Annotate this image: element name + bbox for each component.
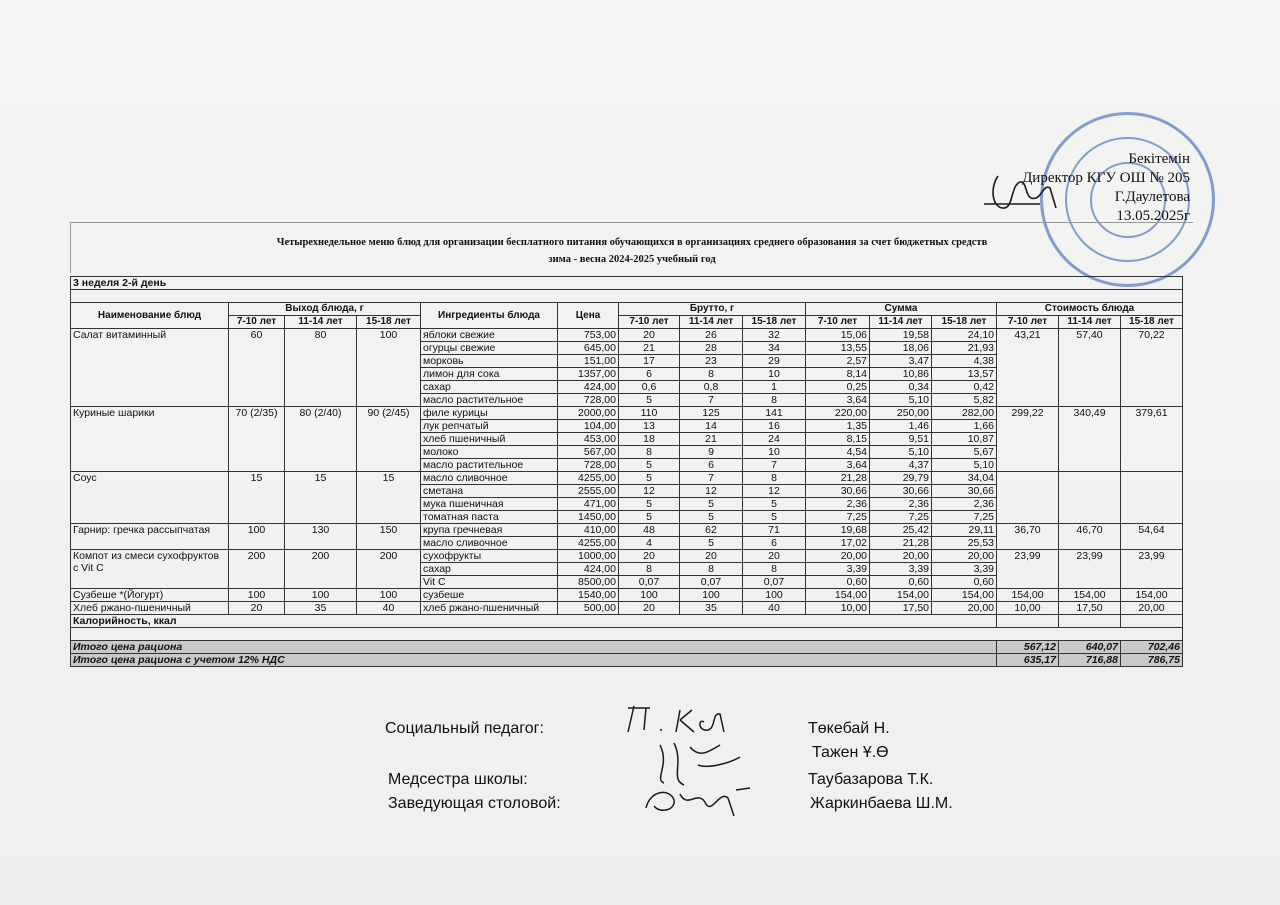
header-age: 11-14 лет [680,316,743,329]
sum-value: 20,00 [932,602,997,615]
brutto-value: 16 [743,420,806,433]
sum-value: 5,10 [870,446,932,459]
dish-output: 15 [229,472,285,524]
brutto-value: 5 [619,498,680,511]
ingredient-name: масло растительное [421,459,558,472]
table-row [71,589,1183,602]
brutto-value: 12 [743,485,806,498]
sum-value: 13,57 [932,368,997,381]
sum-value: 1,46 [870,420,932,433]
header-age: 7-10 лет [997,316,1059,329]
dish-output: 40 [357,602,421,615]
dish-output: 100 [285,589,357,602]
total-row [71,641,1183,654]
brutto-value: 4 [619,537,680,550]
sum-value: 25,42 [870,524,932,537]
brutto-value: 20 [619,602,680,615]
header-row [71,303,1183,316]
ingredient-price: 2000,00 [558,407,619,420]
ingredient-name: огурцы свежие [421,342,558,355]
brutto-value: 28 [680,342,743,355]
ingredient-price: 424,00 [558,381,619,394]
brutto-value: 6 [743,537,806,550]
approval-line3: Г.Даулетова [1114,189,1190,205]
ingredient-name: масло сливочное [421,472,558,485]
brutto-value: 21 [619,342,680,355]
brutto-value: 8 [680,368,743,381]
ingredient-price: 1450,00 [558,511,619,524]
table-row [71,329,1183,342]
sum-value: 3,39 [932,563,997,576]
table-row [71,407,1183,420]
sum-value: 250,00 [870,407,932,420]
dish-cost: 46,70 [1059,524,1121,550]
brutto-value: 17 [619,355,680,368]
sum-value: 7,25 [870,511,932,524]
header-age: 15-18 лет [1121,316,1183,329]
sum-value: 21,93 [932,342,997,355]
ingredient-name: хлеб ржано-пшеничный [421,602,558,615]
brutto-value: 5 [619,459,680,472]
ingredient-price: 567,00 [558,446,619,459]
brutto-value: 20 [619,329,680,342]
brutto-value: 40 [743,602,806,615]
sum-value: 29,11 [932,524,997,537]
sum-value: 10,86 [870,368,932,381]
sum-value: 2,36 [806,498,870,511]
dish-cost [1121,472,1183,524]
calories-label: Калорийность, ккал [71,615,997,628]
brutto-value: 71 [743,524,806,537]
ingredient-name: яблоки свежие [421,329,558,342]
dish-output: 35 [285,602,357,615]
approval-line1: Бекітемін [1128,151,1190,167]
nurse-label: Медсестра школы: [388,771,528,788]
brutto-value: 9 [680,446,743,459]
ingredient-price: 2555,00 [558,485,619,498]
sum-value: 13,55 [806,342,870,355]
brutto-value: 100 [619,589,680,602]
brutto-value: 5 [619,394,680,407]
sum-value: 1,35 [806,420,870,433]
sum-value: 7,25 [932,511,997,524]
sum-value: 34,04 [932,472,997,485]
sum-value: 220,00 [806,407,870,420]
menu-table [70,276,1183,667]
brutto-value: 5 [619,472,680,485]
brutto-value: 5 [680,511,743,524]
brutto-value: 12 [680,485,743,498]
week-label: 3 неделя 2-й день [71,277,1183,290]
brutto-value: 8 [743,472,806,485]
social-pedagogue-signature [620,700,740,740]
brutto-value: 7 [680,394,743,407]
table-row [71,602,1183,615]
brutto-value: 6 [619,368,680,381]
dish-output: 150 [357,524,421,550]
ingredient-price: 1000,00 [558,550,619,563]
ingredient-name: Vit C [421,576,558,589]
dish-output: 100 [357,329,421,407]
ingredient-price: 1540,00 [558,589,619,602]
dish-cost: 379,61 [1121,407,1183,472]
brutto-value: 8 [619,563,680,576]
dish-name: Салат витаминный [71,329,229,407]
sum-value: 0,25 [806,381,870,394]
header-age: 15-18 лет [932,316,997,329]
sum-value: 20,00 [806,550,870,563]
brutto-value: 5 [680,537,743,550]
dish-cost: 57,40 [1059,329,1121,407]
brutto-value: 5 [743,511,806,524]
total-vat-value: 635,17 [997,654,1059,667]
brutto-value: 20 [619,550,680,563]
sum-value: 0,34 [870,381,932,394]
ingredient-price: 728,00 [558,459,619,472]
brutto-value: 8 [743,394,806,407]
ingredient-price: 424,00 [558,563,619,576]
sum-value: 17,02 [806,537,870,550]
header-age: 7-10 лет [806,316,870,329]
brutto-value: 48 [619,524,680,537]
brutto-value: 141 [743,407,806,420]
sum-value: 29,79 [870,472,932,485]
total-vat-label: Итого цена рациона с учетом 12% НДС [71,654,997,667]
ingredient-price: 471,00 [558,498,619,511]
brutto-value: 20 [680,550,743,563]
brutto-value: 8 [680,563,743,576]
sum-value: 5,67 [932,446,997,459]
brutto-value: 0,07 [619,576,680,589]
total-price-value: 640,07 [1059,641,1121,654]
calories-value [1121,615,1183,628]
sum-value: 10,00 [806,602,870,615]
ingredient-name: мука пшеничная [421,498,558,511]
ingredient-name: масло растительное [421,394,558,407]
sum-value: 5,10 [870,394,932,407]
dish-output: 15 [285,472,357,524]
sum-value: 20,00 [932,550,997,563]
dish-cost: 154,00 [1059,589,1121,602]
spacer-row [71,628,1183,641]
sum-value: 154,00 [806,589,870,602]
brutto-value: 20 [743,550,806,563]
brutto-value: 0,6 [619,381,680,394]
week-row [71,277,1183,290]
ingredient-price: 753,00 [558,329,619,342]
header-age: 15-18 лет [357,316,421,329]
ingredient-price: 1357,00 [558,368,619,381]
brutto-value: 10 [743,368,806,381]
ingredient-name: сметана [421,485,558,498]
sum-value: 5,82 [932,394,997,407]
sum-value: 30,66 [806,485,870,498]
dish-output: 80 (2/40) [285,407,357,472]
ingredient-price: 410,00 [558,524,619,537]
ingredient-price: 8500,00 [558,576,619,589]
brutto-value: 5 [680,498,743,511]
spacer-cell [71,628,1183,641]
dish-cost [997,472,1059,524]
dish-name: Хлеб ржано-пшеничный [71,602,229,615]
ingredient-name: лук репчатый [421,420,558,433]
dish-cost: 10,00 [997,602,1059,615]
approval-line2: Директор КГУ ОШ № 205 [1022,170,1190,186]
brutto-value: 24 [743,433,806,446]
brutto-value: 23 [680,355,743,368]
brutto-value: 12 [619,485,680,498]
title-box [70,222,1193,273]
sum-value: 0,60 [806,576,870,589]
brutto-value: 32 [743,329,806,342]
brutto-value: 7 [680,472,743,485]
header-age: 7-10 лет [619,316,680,329]
dish-cost: 154,00 [1121,589,1183,602]
ingredient-price: 151,00 [558,355,619,368]
brutto-value: 6 [680,459,743,472]
sum-value: 1,66 [932,420,997,433]
ingredient-price: 453,00 [558,433,619,446]
dish-output: 80 [285,329,357,407]
ingredient-name: морковь [421,355,558,368]
brutto-value: 1 [743,381,806,394]
sum-value: 154,00 [932,589,997,602]
sum-value: 154,00 [870,589,932,602]
sum-value: 282,00 [932,407,997,420]
brutto-value: 0,07 [680,576,743,589]
nurse-name: Таубазарова Т.К. [808,771,934,788]
brutto-value: 5 [743,498,806,511]
sum-value: 25,53 [932,537,997,550]
header-dish: Наименование блюд [71,303,229,329]
header-age: 7-10 лет [229,316,285,329]
dish-output: 15 [357,472,421,524]
header-age: 15-18 лет [743,316,806,329]
brutto-value: 125 [680,407,743,420]
dish-name: Сузбеше *(Йогурт) [71,589,229,602]
ingredient-name: сахар [421,563,558,576]
header-ingredients: Ингредиенты блюда [421,303,558,329]
header-sum: Сумма [806,303,997,316]
brutto-value: 8 [619,446,680,459]
sum-value: 4,37 [870,459,932,472]
ingredient-name: филе курицы [421,407,558,420]
ingredient-price: 728,00 [558,394,619,407]
brutto-value: 35 [680,602,743,615]
total-price-value: 702,46 [1121,641,1183,654]
brutto-value: 5 [619,511,680,524]
header-age: 11-14 лет [870,316,932,329]
ingredient-price: 645,00 [558,342,619,355]
dish-output: 20 [229,602,285,615]
spacer-cell [71,290,1183,303]
sum-value: 2,36 [932,498,997,511]
header-output: Выход блюда, г [229,303,421,316]
sum-value: 3,64 [806,459,870,472]
spacer-row [71,290,1183,303]
total-vat-value: 786,75 [1121,654,1183,667]
social-pedagogue-name-1: Төкебай Н. [808,720,890,737]
sum-value: 10,87 [932,433,997,446]
sum-value: 30,66 [932,485,997,498]
director-signature [980,168,1070,218]
dish-name: Соус [71,472,229,524]
header-cost: Стоимость блюда [997,303,1183,316]
dish-cost: 154,00 [997,589,1059,602]
dish-output: 90 (2/45) [357,407,421,472]
sum-value: 19,58 [870,329,932,342]
calories-value [997,615,1059,628]
brutto-value: 0,8 [680,381,743,394]
dish-cost: 299,22 [997,407,1059,472]
ingredient-price: 4255,00 [558,537,619,550]
dish-output: 70 (2/35) [229,407,285,472]
dish-cost: 43,21 [997,329,1059,407]
document-title: Четырехнедельное меню блюд для организации бесплатного питания обучающихся в организациях среднего образования за счет бюджетных средств [276,237,988,248]
sum-value: 4,38 [932,355,997,368]
sum-value: 24,10 [932,329,997,342]
ingredient-name: сахар [421,381,558,394]
dish-output: 100 [229,589,285,602]
sum-value: 0,60 [932,576,997,589]
dish-cost: 340,49 [1059,407,1121,472]
dish-output: 100 [357,589,421,602]
header-price: Цена [558,303,619,329]
brutto-value: 34 [743,342,806,355]
table-row [71,524,1183,537]
dish-name: Компот из смеси сухофруктов с Vit C [71,550,229,589]
dish-cost: 20,00 [1121,602,1183,615]
sum-value: 0,42 [932,381,997,394]
brutto-value: 26 [680,329,743,342]
social-pedagogue-name-2: Тажен Ұ.Ө [812,744,889,761]
brutto-value: 14 [680,420,743,433]
sum-value: 2,57 [806,355,870,368]
ingredient-name: масло сливочное [421,537,558,550]
approval-line4: 13.05.2025г [1116,208,1190,224]
canteen-label: Заведующая столовой: [388,795,561,812]
ingredient-price: 104,00 [558,420,619,433]
dish-output: 200 [229,550,285,589]
dish-cost: 23,99 [1121,550,1183,589]
ingredient-price: 500,00 [558,602,619,615]
sum-value: 30,66 [870,485,932,498]
dish-output: 60 [229,329,285,407]
dish-cost: 36,70 [997,524,1059,550]
brutto-value: 100 [680,589,743,602]
sum-value: 0,60 [870,576,932,589]
dish-cost: 23,99 [997,550,1059,589]
sum-value: 5,10 [932,459,997,472]
header-age: 11-14 лет [1059,316,1121,329]
header-age: 11-14 лет [285,316,357,329]
calories-row [71,615,1183,628]
sum-value: 3,39 [870,563,932,576]
sum-value: 4,54 [806,446,870,459]
sum-value: 3,64 [806,394,870,407]
header-brutto: Брутто, г [619,303,806,316]
sum-value: 2,36 [870,498,932,511]
social-pedagogue-label: Социальный педагог: [385,720,544,737]
total-vat-row [71,654,1183,667]
dish-name: Куриные шарики [71,407,229,472]
dish-cost: 70,22 [1121,329,1183,407]
sum-value: 8,15 [806,433,870,446]
sum-value: 17,50 [870,602,932,615]
brutto-value: 10 [743,446,806,459]
dish-cost [1059,472,1121,524]
ingredient-name: сузбеше [421,589,558,602]
total-price-value: 567,12 [997,641,1059,654]
sum-value: 19,68 [806,524,870,537]
sum-value: 3,47 [870,355,932,368]
ingredient-name: крупа гречневая [421,524,558,537]
brutto-value: 21 [680,433,743,446]
ingredient-name: лимон для сока [421,368,558,381]
document-subtitle: зима - весна 2024-2025 учебный год [548,254,716,265]
total-vat-value: 716,88 [1059,654,1121,667]
sum-value: 9,51 [870,433,932,446]
table-row [71,472,1183,485]
sum-value: 3,39 [806,563,870,576]
table-row [71,550,1183,563]
brutto-value: 13 [619,420,680,433]
brutto-value: 0,07 [743,576,806,589]
ingredient-name: сухофрукты [421,550,558,563]
dish-output: 200 [357,550,421,589]
dish-output: 200 [285,550,357,589]
total-price-label: Итого цена рациона [71,641,997,654]
dish-output: 100 [229,524,285,550]
canteen-name: Жаркинбаева Ш.М. [810,795,953,812]
ingredient-name: молоко [421,446,558,459]
brutto-value: 29 [743,355,806,368]
ingredient-name: хлеб пшеничный [421,433,558,446]
sum-value: 21,28 [870,537,932,550]
brutto-value: 8 [743,563,806,576]
header-age-row [71,316,1183,329]
sum-value: 20,00 [870,550,932,563]
sum-value: 18,06 [870,342,932,355]
brutto-value: 18 [619,433,680,446]
dish-name: Гарнир: гречка рассыпчатая [71,524,229,550]
dish-output: 130 [285,524,357,550]
dish-cost: 23,99 [1059,550,1121,589]
sum-value: 8,14 [806,368,870,381]
brutto-value: 110 [619,407,680,420]
sum-value: 15,06 [806,329,870,342]
calories-value [1059,615,1121,628]
canteen-signature [640,780,760,820]
brutto-value: 100 [743,589,806,602]
dish-cost: 17,50 [1059,602,1121,615]
sum-value: 21,28 [806,472,870,485]
sum-value: 7,25 [806,511,870,524]
brutto-value: 62 [680,524,743,537]
ingredient-name: томатная паста [421,511,558,524]
ingredient-price: 4255,00 [558,472,619,485]
dish-cost: 54,64 [1121,524,1183,550]
brutto-value: 7 [743,459,806,472]
